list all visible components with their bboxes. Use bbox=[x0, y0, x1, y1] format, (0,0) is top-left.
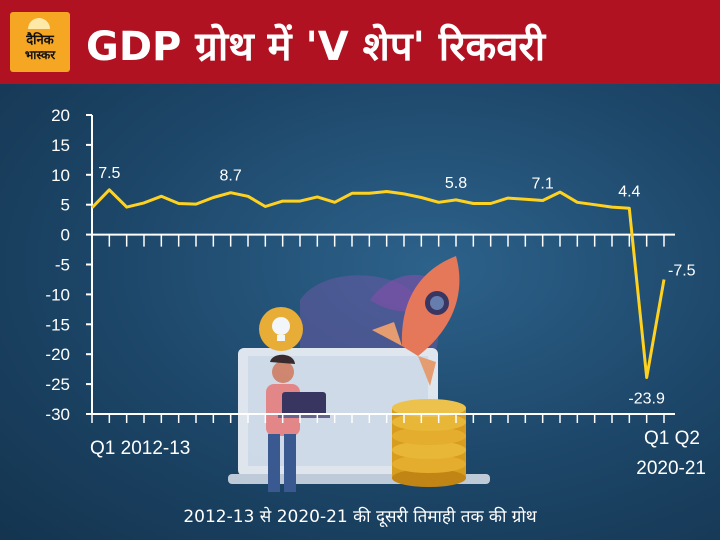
y-tick-label: -20 bbox=[45, 345, 70, 365]
illustration bbox=[228, 256, 490, 492]
y-tick-label: -25 bbox=[45, 375, 70, 395]
x-label-end-quarters: Q1 Q2 bbox=[644, 428, 700, 449]
coin-stack-icon bbox=[392, 399, 466, 487]
y-tick-label: 10 bbox=[51, 165, 70, 185]
logo-text-line1: दैनिक bbox=[26, 32, 54, 48]
data-label: 7.1 bbox=[531, 175, 554, 193]
chart-caption: 2012-13 से 2020-21 की दूसरी तिमाही तक की ग्रोथ bbox=[183, 507, 537, 527]
x-label-end-year: 2020-21 bbox=[636, 458, 706, 479]
y-tick-label: -5 bbox=[54, 255, 70, 275]
data-label: -7.5 bbox=[668, 262, 696, 280]
data-label: 4.4 bbox=[618, 183, 641, 201]
data-label: 8.7 bbox=[219, 167, 242, 185]
page-title: GDP ग्रोथ में 'V शेप' रिकवरी bbox=[86, 24, 546, 70]
lightbulb-icon bbox=[272, 317, 290, 335]
y-tick-label: 0 bbox=[60, 225, 70, 245]
data-label: 5.8 bbox=[444, 174, 468, 192]
data-label: -23.9 bbox=[628, 390, 665, 408]
y-tick-label: 20 bbox=[51, 106, 70, 125]
lightbulb-base bbox=[277, 335, 285, 341]
y-tick-label: 15 bbox=[51, 135, 70, 155]
y-tick-label: 5 bbox=[60, 195, 70, 215]
y-tick-label: -10 bbox=[45, 285, 70, 305]
y-tick-label: -15 bbox=[45, 315, 70, 335]
x-label-start: Q1 2012-13 bbox=[90, 438, 191, 459]
data-label: 7.5 bbox=[98, 164, 121, 182]
y-tick-label: -30 bbox=[45, 405, 70, 424]
logo-text-line2: भास्कर bbox=[24, 47, 56, 62]
